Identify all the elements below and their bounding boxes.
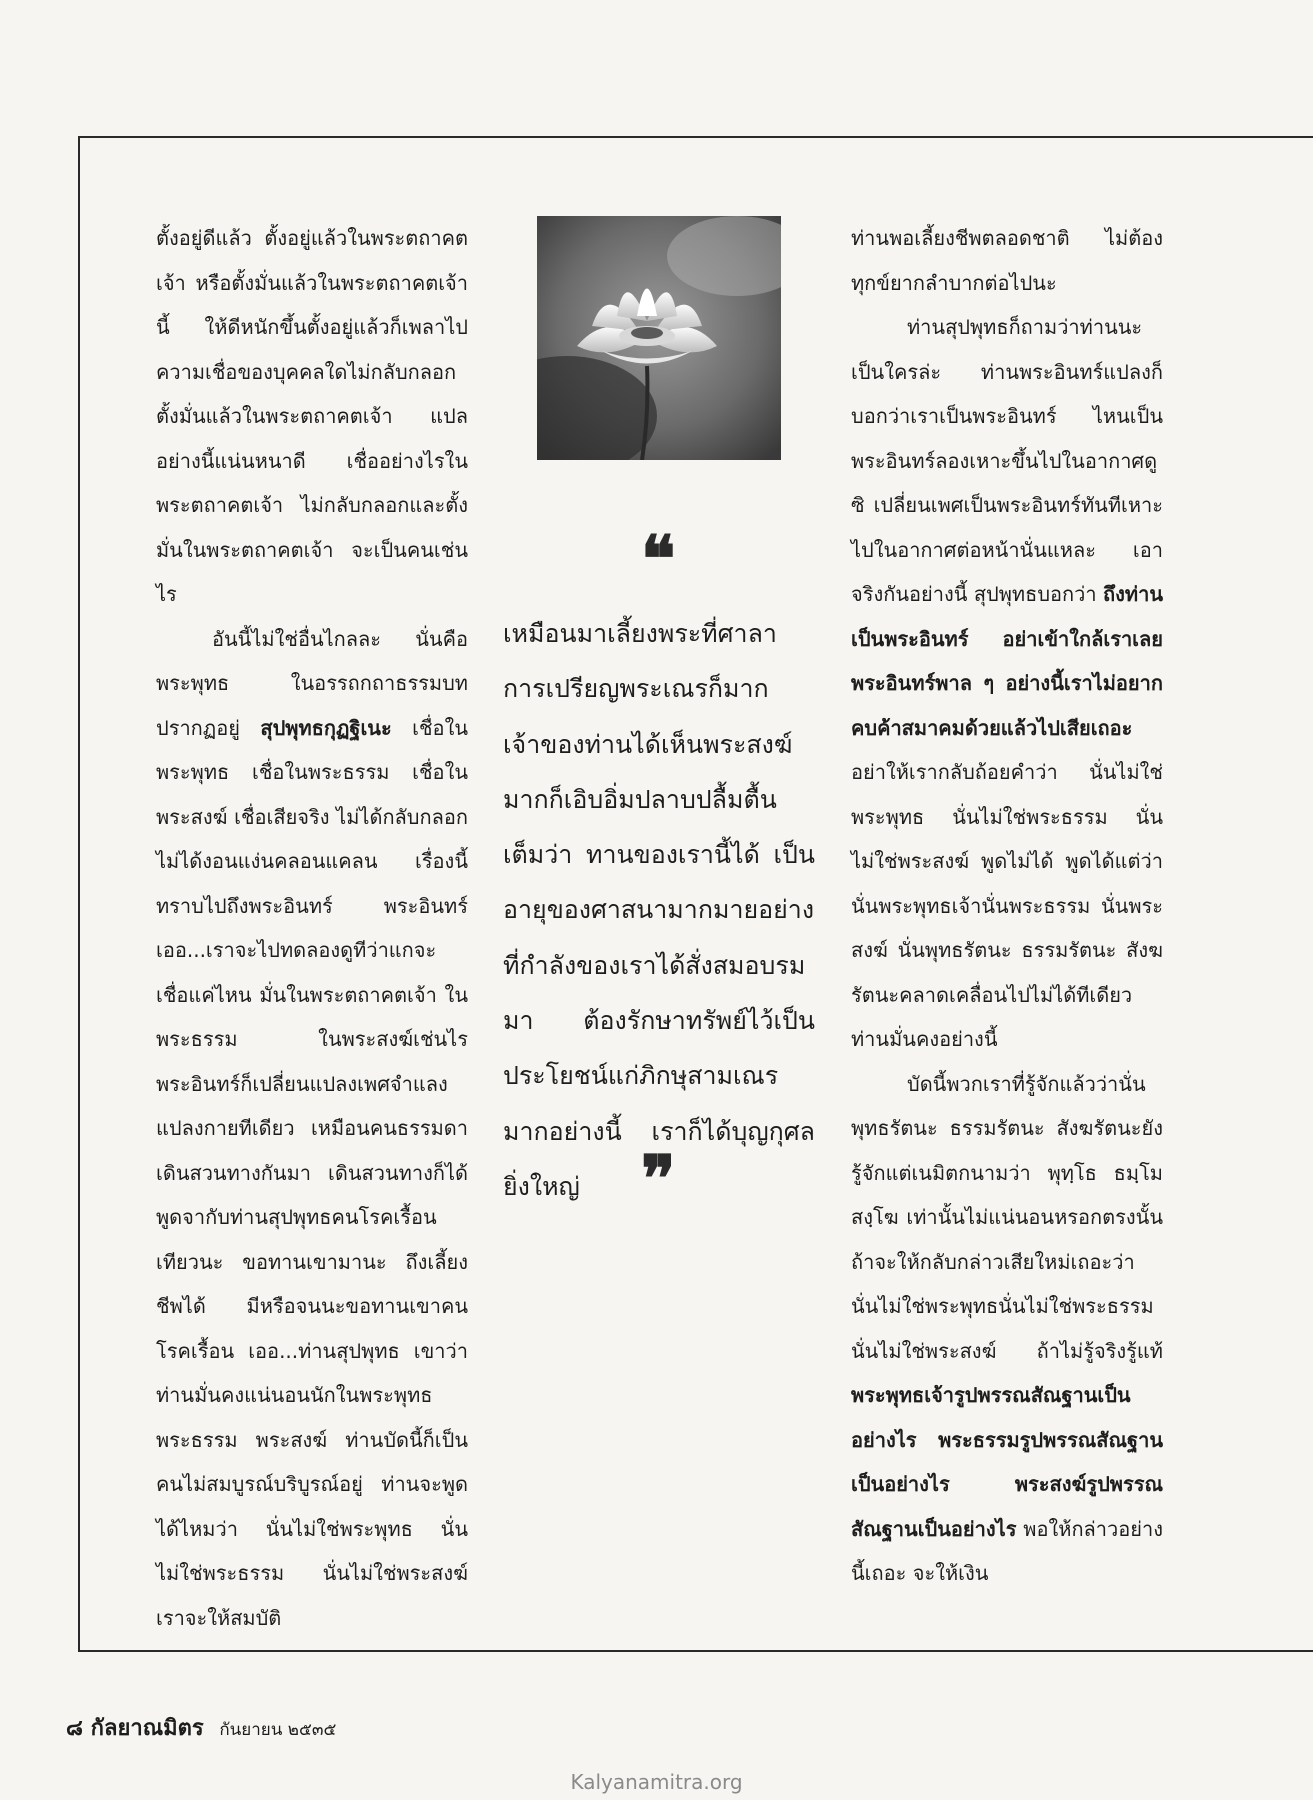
- text-run: อันนี้ไม่ใช่อื่นไกลละ นั่นคือพระพุทธ ในอรรถกถาธรรมบทปรากฏอยู่: [156, 626, 468, 740]
- left-paragraph-2: [156, 617, 468, 1641]
- right-paragraph-2: [851, 305, 1163, 1062]
- right-paragraph-3: [851, 1062, 1163, 1596]
- right-column: [851, 216, 1163, 1596]
- watermark: Kalyanamitra.org: [570, 1770, 743, 1794]
- issue-date: กันยายน ๒๕๓๕: [219, 1720, 337, 1740]
- text-run: อย่าให้เรากลับถ้อยคำว่า นั่นไม่ใช่พระพุทธ นั่นไม่ใช่พระธรรม นั่นไม่ใช่พระสงฆ์ พูดไม่ได้ พูดได้แต่ว่านั่นพระพุทธเจ้านั่นพระธรรม นั่นพระสงฆ์ นั่นพุทธรัตนะ ธรรมรัตนะ สังฆรัตนะคลาดเคลื่อนไปไม่ได้ทีเดียว ท่านมั่นคงอย่างนี้: [851, 760, 1163, 1051]
- text-run: พอให้กล่าวอย่างนี้เถอะ จะให้เงิน: [851, 1516, 1163, 1585]
- text-run: ท่านสุปพุทธก็ถามว่าท่านนะเป็นใครล่ะ ท่านพระอินทร์แปลงก็บอกว่าเราเป็นพระอินทร์ ไหนเป็นพระอินทร์ลองเหาะขึ้นไปในอากาศดูซิ เปลี่ยนเพศเป็นพระอินทร์ทันทีเหาะไปในอากาศต่อหน้านั่นแหละ เอาจริงกันอย่างนี้ สุปพุทธบอกว่า: [851, 315, 1163, 606]
- lotus-icon: [537, 216, 781, 460]
- pull-quote: [503, 606, 815, 1217]
- text-run: บัดนี้พวกเราที่รู้จักแล้วว่านั่นพุทธรัตนะ ธรรมรัตนะ สังฆรัตนะยังรู้จักแต่เนมิตกนามว่า พุทฺโธ ธมฺโม สงฺโฆ เท่านั้นไม่แน่นอนหรอกตรงนั้น ถ้าจะให้กลับกล่าวเสียใหม่เถอะว่า นั่นไม่ใช่พระพุทธนั่นไม่ใช่พระธรรม นั่นไม่ใช่พระสงฆ์ ถ้าไม่รู้จริงรู้แท้: [851, 1071, 1163, 1363]
- bold-text-run: ถึงท่านเป็นพระอินทร์ อย่าเข้าใกล้เราเลย พระอินทร์พาล ๆ อย่างนี้เราไม่อยากคบค้าสมาคมด้วยแล้วไปเสียเถอะ: [851, 582, 1163, 740]
- left-column: [156, 216, 468, 1640]
- pull-quote-text: เหมือนมาเลี้ยงพระที่ศาลาการเปรียญพระเณรก็มาก เจ้าของท่านได้เห็นพระสงฆ์มากก็เอิบอิ่มปลาบปลื้มตื้นเต็มว่า ทานของเรานี้ได้ เป็นอายุของศาสนามากมายอย่างที่กำลังของเราได้สั่งสมอบรมมา ต้องรักษาทรัพย์ไว้เป็นประโยชน์แก่ภิกษุสามเณรมากอย่างนี้ เราก็ได้บุญกุศลยิ่งใหญ่: [503, 619, 815, 1201]
- right-paragraph-1: [851, 216, 1163, 305]
- left-paragraph-1: ตั้งอยู่ดีแล้ว ตั้งอยู่แล้วในพระตถาคตเจ้า หรือตั้งมั่นแล้วในพระตถาคตเจ้านี้ ให้ดีหนักขึ้นตั้งอยู่แล้วก็เพลาไป ความเชื่อของบุคคลใดไม่กลับกลอก ตั้งมั่นแล้วในพระตถาคตเจ้า แปลอย่างนี้แน่นหนาดี เชื่ออย่างไรในพระตถาคตเจ้า ไม่กลับกลอกและตั้งมั่นในพระตถาคตเจ้า จะเป็นคนเช่นไร: [156, 226, 468, 606]
- bold-text-run: สุปพุทธกุฏฐิเนะ: [260, 715, 392, 740]
- text-run: ท่านพอเลี้ยงชีพตลอดชาติ ไม่ต้องทุกข์ยากลำบากต่อไปนะ: [851, 226, 1163, 295]
- magazine-title: กัลยาณมิตร: [90, 1716, 204, 1741]
- open-quote-mark: ❝: [641, 522, 676, 597]
- bold-text-run: พระพุทธเจ้ารูปพรรณสัณฐานเป็นอย่างไร พระธรรมรูปพรรณสัณฐานเป็นอย่างไร พระสงฆ์รูปพรรณสัณฐานเป็นอย่างไร: [851, 1383, 1163, 1541]
- page-footer: [66, 1710, 336, 1745]
- lotus-photo: [537, 216, 781, 460]
- close-quote-mark: ❞: [641, 1142, 676, 1217]
- page-number: ๘: [66, 1716, 83, 1741]
- text-run: เชื่อในพระพุทธ เชื่อในพระธรรม เชื่อในพระสงฆ์ เชื่อเสียจริง ไม่ได้กลับกลอก ไม่ได้งอนแง่นคลอนแคลน เรื่องนี้ทราบไปถึงพระอินทร์ พระอินทร์เออ...เราจะไปทดลองดูทีว่าแกจะเชื่อแค่ไหน มั่นในพระตถาคตเจ้า ในพระธรรม ในพระสงฆ์เช่นไร พระอินทร์ก็เปลี่ยนแปลงเพศจำแลง แปลงกายทีเดียว เหมือนคนธรรมดา เดินสวนทางกันมา เดินสวนทางก็ได้พูดจากับท่านสุปพุทธคนโรคเรื้อนเทียวนะ ขอทานเขามานะ ถึงเลี้ยงชีพได้ มีหรือจนนะขอทานเขาคนโรคเรื้อน เออ...ท่านสุปพุทธ เขาว่าท่านมั่นคงแน่นอนนักในพระพุทธ พระธรรม พระสงฆ์ ท่านบัดนี้ก็เป็นคนไม่สมบูรณ์บริบูรณ์อยู่ ท่านจะพูดได้ไหมว่า นั่นไม่ใช่พระพุทธ นั่นไม่ใช่พระธรรม นั่นไม่ใช่พระสงฆ์ เราจะให้สมบัติ: [156, 715, 469, 1630]
